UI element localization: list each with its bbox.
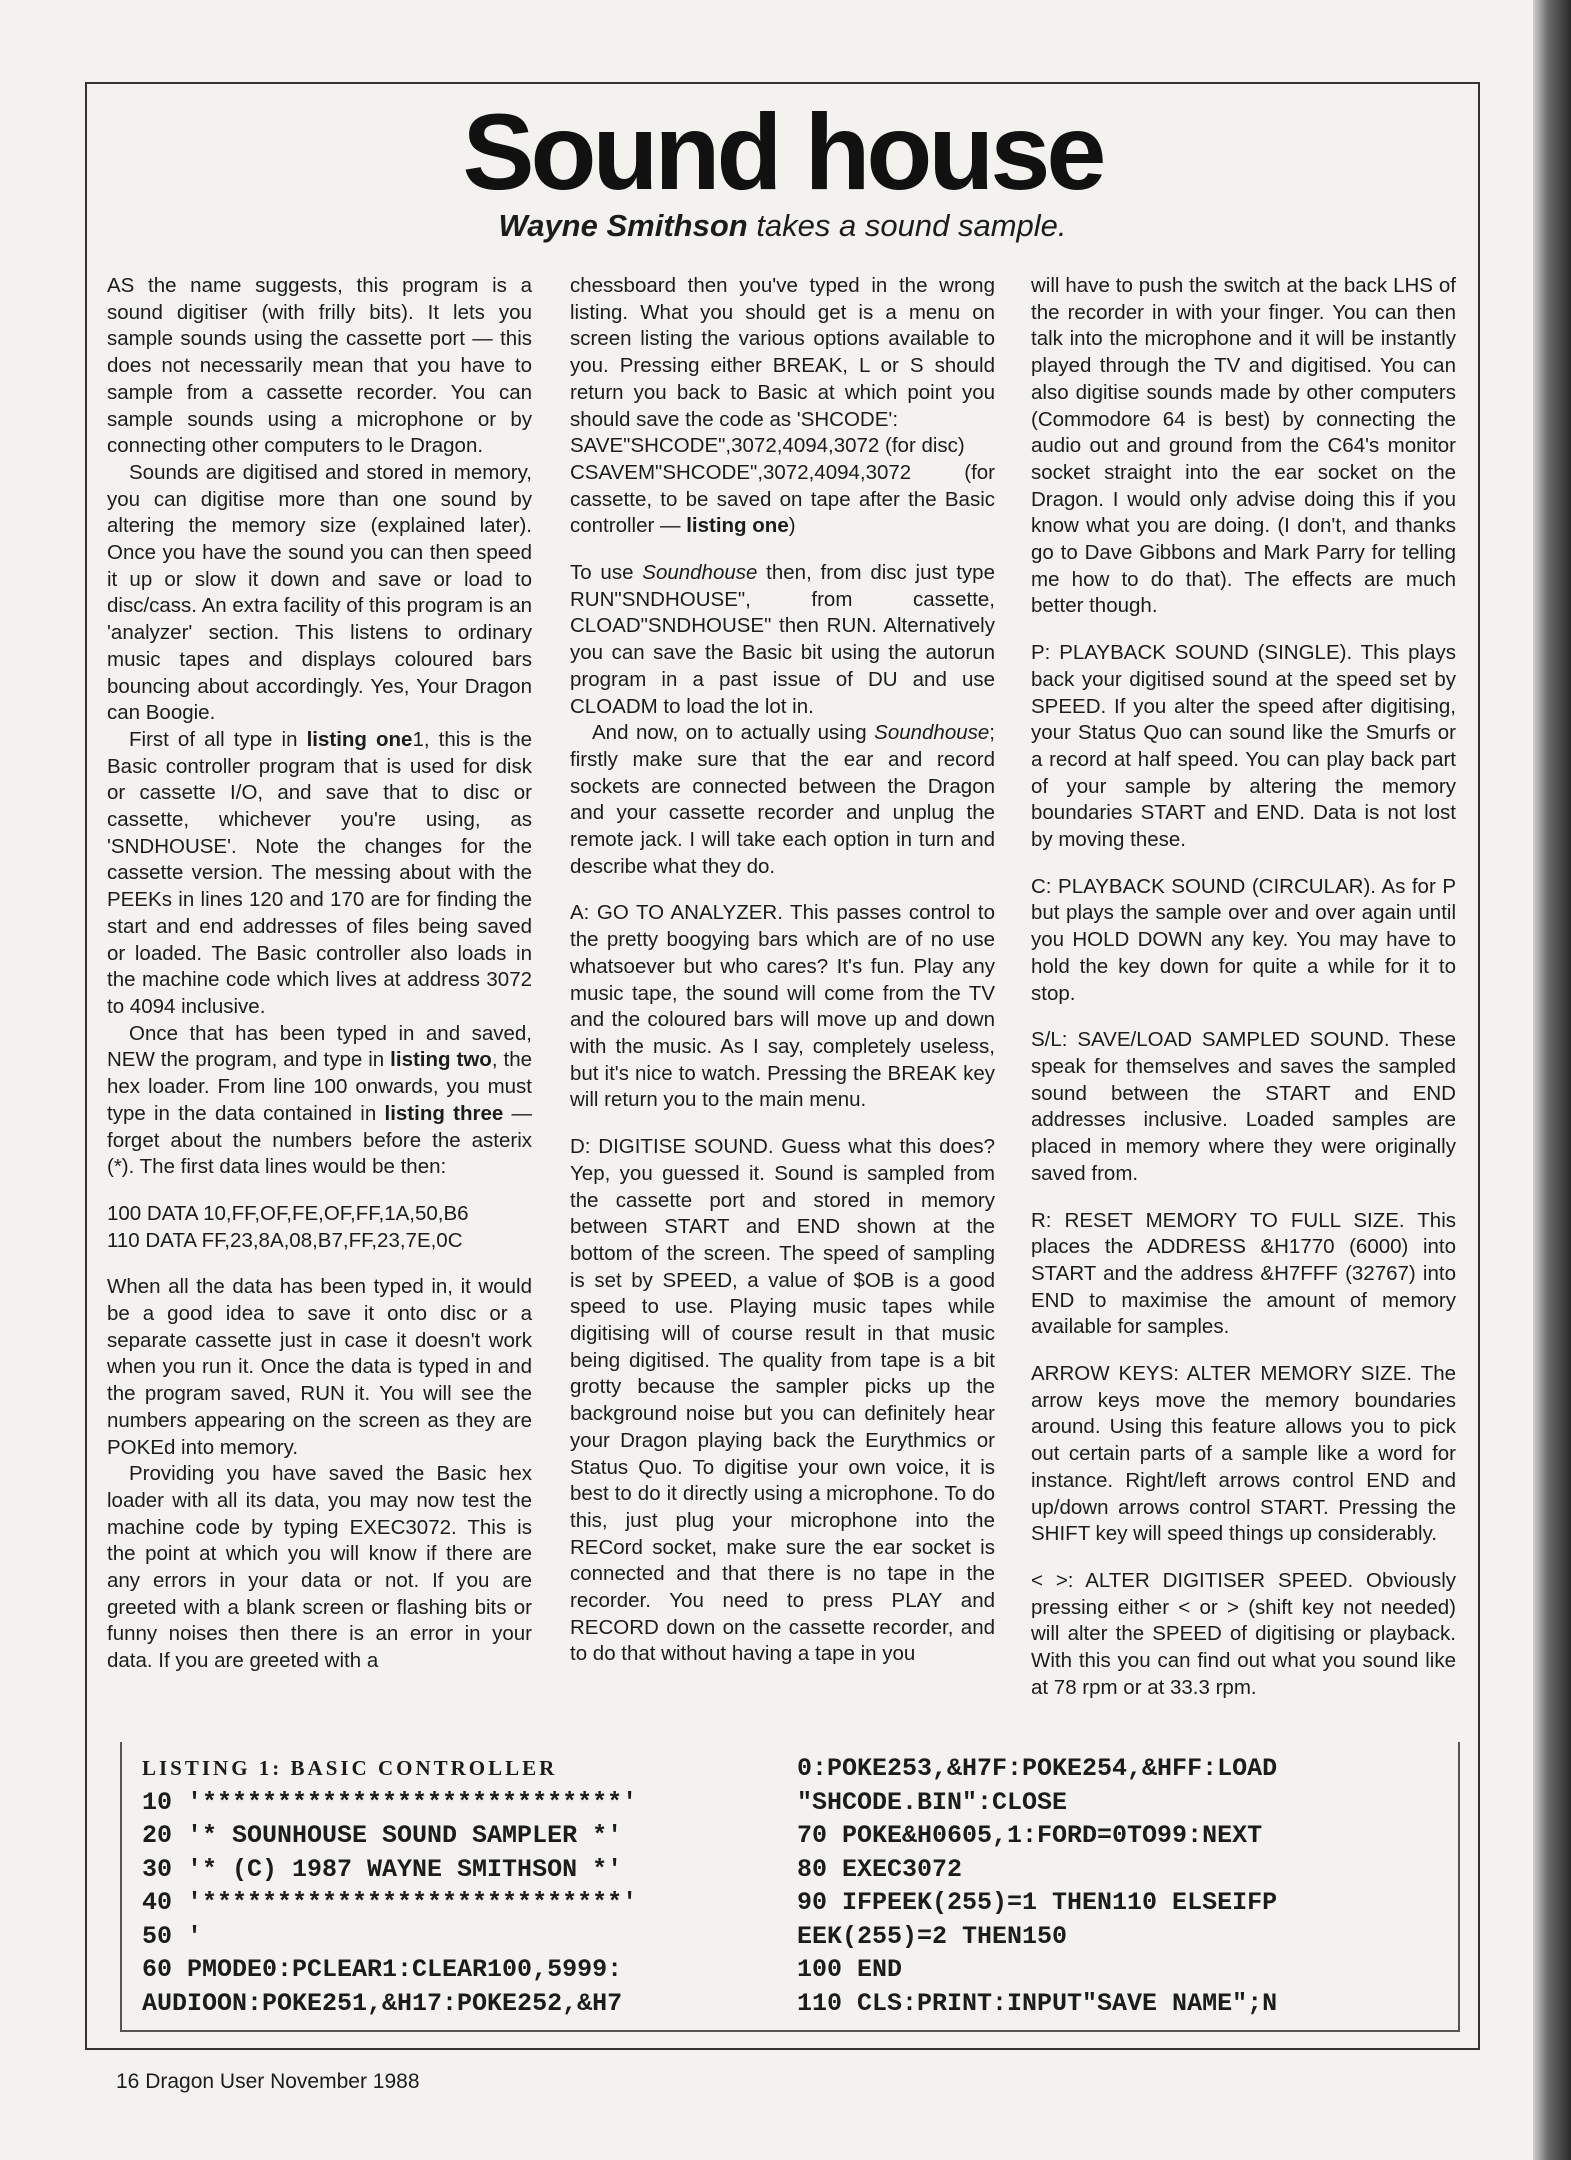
author-name: Wayne Smithson	[498, 208, 748, 243]
listing-line: 60 PMODE0:PCLEAR1:CLEAR100,5999:	[142, 1955, 623, 1984]
text-run: P: PLAYBACK SOUND (SINGLE). This plays back your digitised sound at the speed set by SPEED. If you alter the speed after digitising, your Status Quo can sound like the Smurfs or a record at half speed. You can play back part of your sample by altering the memory boundaries START and END. Data is not lost by moving these.	[1031, 641, 1456, 852]
paragraph	[570, 460, 995, 540]
paragraph	[570, 1134, 995, 1668]
text-run: First of all type in	[129, 727, 307, 751]
paragraph	[107, 727, 532, 1021]
text-run: )	[788, 514, 796, 538]
paragraph	[570, 720, 995, 880]
listing-line: 100 END	[797, 1955, 903, 1984]
listing-line: AUDIOON:POKE251,&H17:POKE252,&H7	[142, 1988, 623, 2018]
text-run: , the hex loader. From line 100 onwards, you must type in the data contained in	[107, 1048, 532, 1125]
text-run: To use	[570, 561, 643, 585]
text-run: Once that has been typed in and saved, NEW the program, and type in	[107, 1021, 532, 1072]
text-column-2	[570, 273, 995, 1668]
listing-line: 80 EXEC3072	[797, 1854, 963, 1884]
text-run: chessboard then you've typed in the wrong listing. What you should get is a menu on screen listing the various options available to you. Pressing either BREAK, L or S should return you back to Basic at which point you should save the code as 'SHCODE':	[570, 274, 995, 431]
listing-line: EEK(255)=2 THEN150	[797, 1921, 1068, 1951]
listing-heading: LISTING 1: BASIC CONTROLLER	[142, 1756, 558, 1780]
text-run: will have to push the switch at the back LHS of the recorder in with your finger. You can then talk into the microphone and it will be instantly played through the TV and digitised. You can also digitise sounds made by other computers (Commodore 64 is best) by connecting the audio out and ground from the C64's monitor socket straight into the ear socket on the Dragon. I would only advise doing this if you know what you are doing. (I don't, and thanks go to Dave Gibbons and Mark Parry for telling me how to do that). The effects are much better though.	[1031, 274, 1456, 618]
listing-line: 50 '	[142, 1921, 203, 1951]
paragraph	[107, 1021, 532, 1181]
listing-line: 90 IFPEEK(255)=1 THEN110 ELSEIFP	[797, 1888, 1278, 1917]
listing-line: "SHCODE.BIN":CLOSE	[797, 1787, 1068, 1817]
paragraph	[1031, 1361, 1456, 1548]
text-run: C: PLAYBACK SOUND (CIRCULAR). As for P but plays the sample over and over again until you HOLD DOWN any key. You may have to hold the key down for quite a while for it to stop.	[1031, 874, 1456, 1005]
paragraph	[107, 1228, 532, 1255]
listing-line: 30 '* (C) 1987 WAYNE SMITHSON *'	[142, 1854, 623, 1884]
listing-line: 20 '* SOUNHOUSE SOUND SAMPLER *'	[142, 1821, 623, 1850]
text-run: ; firstly make sure that the ear and record sockets are connected between the Dragon and your cassette recorder and unplug the remote jack. I will take each option in turn and describe what they do.	[570, 721, 995, 878]
text-run: When all the data has been typed in, it would be a good idea to save it onto disc or a separate cassette just in case it doesn't work when you run it. Once the data is typed in and the program saved, RUN it. You will see the numbers appearing on the screen as they are POKEd into memory.	[107, 1275, 532, 1459]
article-subtitle	[85, 206, 1480, 246]
paragraph	[570, 433, 995, 460]
paragraph	[1031, 273, 1456, 620]
paragraph	[1031, 1027, 1456, 1187]
text-run: ARROW KEYS: ALTER MEMORY SIZE. The arrow keys move the memory boundaries around. Using this feature allows you to pick out certain parts of a sample like a word for instance. Right/left arrows control END and up/down arrows control START. Pressing the SHIFT key will speed things up considerably.	[1031, 1362, 1456, 1546]
text-run: A: GO TO ANALYZER. This passes control to the pretty boogying bars which are of no use whatsoever but who cares? It's fun. Play any music tape, the sound will come from the TV and the coloured bars will move up and down with the music. As I say, completely useless, but it's nice to watch. Pressing the BREAK key will return you to the main menu.	[570, 901, 995, 1112]
italic-text: Soundhouse	[642, 561, 758, 585]
paragraph	[107, 273, 532, 460]
text-run: 100 DATA 10,FF,OF,FE,OF,FF,1A,50,B6	[107, 1201, 469, 1225]
italic-text: Soundhouse	[874, 721, 990, 745]
bold-text: listing one	[306, 727, 413, 751]
paragraph	[107, 1461, 532, 1675]
listing-right-column	[797, 1752, 1277, 2020]
bold-text: listing two	[390, 1048, 492, 1072]
text-run: And now, on to actually using	[592, 721, 875, 745]
text-column-1	[107, 273, 532, 1675]
page-binding-shadow	[1533, 0, 1571, 2160]
text-run: 110 DATA FF,23,8A,08,B7,FF,23,7E,0C	[107, 1228, 463, 1252]
text-run: Sounds are digitised and stored in memory, you can digitise more than one sound by altering the memory size (explained later). Once you have the sound you can then speed it up or slow it down and save or load to disc/cass. An extra facility of this program is an 'analyzer' section. This listens to ordinary music tapes and displays coloured bars bouncing about accordingly. Yes, Your Dragon can Boogie.	[107, 460, 532, 725]
paragraph	[570, 273, 995, 433]
listing-left-column	[142, 1752, 637, 2020]
paragraph	[107, 1274, 532, 1461]
text-run: Providing you have saved the Basic hex loader with all its data, you may now test the machine code by typing EXEC3072. This is the point at which you will know if there are any errors in your data or not. If you are greeted with a blank screen or flashing bits or funny noises then there is an error in your data. If you are greeted with a	[107, 1462, 532, 1673]
text-run: AS the name suggests, this program is a sound digitiser (with frilly bits). It lets you sample sounds using the cassette port — this does not necessarily mean that you have to sample from a cassette recorder. You can sample sounds using a microphone or by connecting other computers to le Dragon.	[107, 274, 532, 458]
paragraph	[107, 1201, 532, 1228]
paragraph	[1031, 1208, 1456, 1342]
article-title: Sound house	[462, 91, 1103, 212]
page-footer: 16 Dragon User November 1988	[116, 2070, 420, 2093]
text-run: < >: ALTER DIGITISER SPEED. Obviously pressing either < or > (shift key not needed) will alter the SPEED of digitising or playback. With this you can find out what you sound like at 78 rpm or at 33.3 rpm.	[1031, 1568, 1456, 1699]
paragraph	[570, 560, 995, 720]
paragraph	[1031, 640, 1456, 854]
listing-line: 70 POKE&H0605,1:FORD=0TO99:NEXT	[797, 1821, 1263, 1850]
paragraph	[1031, 874, 1456, 1008]
bold-text: listing three	[384, 1101, 504, 1125]
text-run: S/L: SAVE/LOAD SAMPLED SOUND. These speak for themselves and saves the sampled sound between the START and END addresses inclusive. Loaded samples are placed in memory where they were originally saved from.	[1031, 1028, 1456, 1185]
text-run: 1, this is the Basic controller program that is used for disk or cassette I/O, and save that to disc or cassette, whichever you're using, as 'SNDHOUSE'. Note the changes for the cassette version. The messing about with the PEEKs in lines 120 and 170 are for finding the start and end addresses of files being saved or loaded. The Basic controller also loads in the machine code which lives at address 3072 to 4094 inclusive.	[107, 727, 533, 1018]
listing-line: 10 '****************************'	[142, 1787, 638, 1817]
subtitle-text: takes a sound sample.	[747, 208, 1067, 243]
listing-line: 40 '****************************'	[142, 1888, 638, 1917]
text-run: then, from disc just type RUN"SNDHOUSE", from cassette, CLOAD"SNDHOUSE" then RUN. Alternatively you can save the Basic bit using the autorun program in a past issue of DU and use CLOADM to load the lot in.	[570, 561, 995, 718]
listing-line: 110 CLS:PRINT:INPUT"SAVE NAME";N	[797, 1988, 1278, 2018]
text-run: D: DIGITISE SOUND. Guess what this does? Yep, you guessed it. Sound is sampled from the cassette port and stored in memory between START and END shown at the bottom of the screen. The speed of sampling is set by SPEED, a value of $OB is a good speed to use. Playing music tapes while digitising will of course result in that music being digitised. The quality from tape is a bit grotty because the sampler picks up the background noise but you can definitely hear your Dragon playing back the Eurythmics or Status Quo. To digitise your own voice, it is best to do it directly using a microphone. To do this, just plug your microphone into the RECord socket, make sure the ear socket is connected and that there is no tape in the recorder. You need to press PLAY and RECORD down on the cassette recorder, and to do that without having a tape in you	[570, 1135, 995, 1666]
text-run: — forget about the numbers before the asterix (*). The first data lines would be then:	[107, 1101, 533, 1179]
paragraph	[1031, 1568, 1456, 1702]
text-run: SAVE"SHCODE",3072,4094,3072 (for disc)	[570, 434, 965, 458]
listing-line: 0:POKE253,&H7F:POKE254,&HFF:LOAD	[797, 1754, 1278, 1783]
bold-text: listing one	[686, 514, 789, 538]
text-run: R: RESET MEMORY TO FULL SIZE. This places the ADDRESS &H1770 (6000) into START and the address &H7FFF (32767) into END to maximise the amount of memory available for samples.	[1031, 1208, 1456, 1339]
text-run: CSAVEM"SHCODE",3072,4094,3072 (for cassette, to be saved on tape after the Basic controller —	[570, 460, 995, 538]
paragraph	[570, 900, 995, 1114]
text-column-3	[1031, 273, 1456, 1701]
paragraph	[107, 460, 532, 727]
